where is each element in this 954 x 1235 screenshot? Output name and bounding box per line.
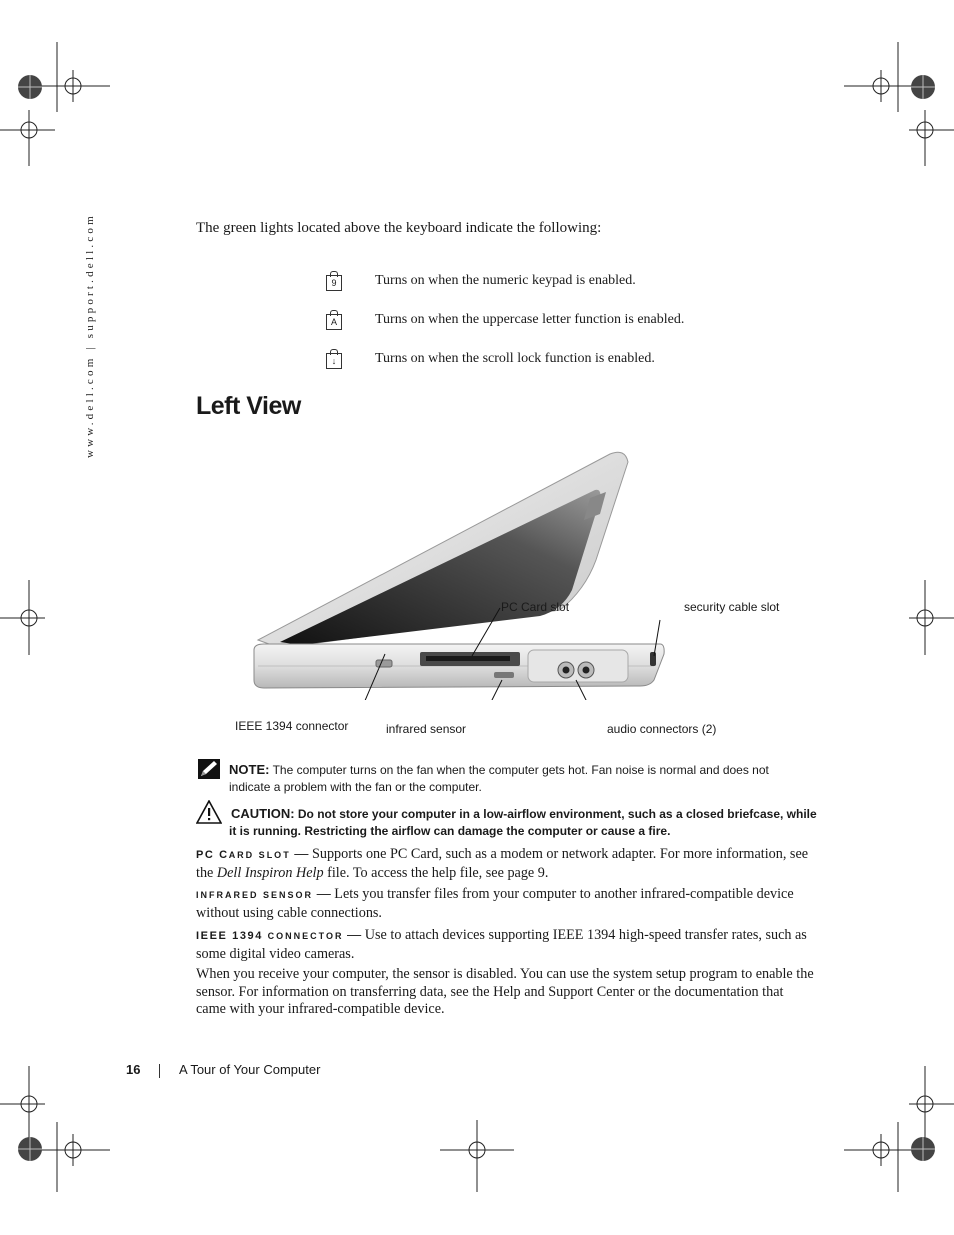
side-url: www.dell.com | support.dell.com [84,213,96,458]
pc-card-text-end: file. To access the help file, see page 9. [323,864,549,881]
help-file-name: Dell Inspiron Help [216,864,324,881]
section-title: Left View [196,392,301,420]
ieee-paragraph [196,927,816,963]
caution-block [231,805,821,840]
ieee-text: Use to attach devices supporting IEEE 1394 high-speed transfer rates, such as some digital video cameras. [196,927,807,962]
callout-infrared-sensor: infrared sensor [386,722,467,736]
note-text: The computer turns on the fan when the computer gets hot. Fan noise is normal and does not [272,763,769,777]
term-dash: — [316,886,331,902]
infrared-term: INFRARED SENSOR [196,890,314,900]
ieee-term: IEEE 1394 CONNECTOR [196,930,344,942]
note-label: NOTE: [229,762,270,777]
infrared-paragraph [196,886,816,922]
sensor-disabled-paragraph: When you receive your computer, the sensor is disabled. You can use the system setup program to enable the sensor. For information on transferring data, see the Help and Support Center or the documentation that came with your infrared-compatible device. [196,966,814,1018]
num-lock-icon: 9 [326,275,342,291]
callout-pc-card-slot: PC Card slot [501,600,570,614]
caution-text: Do not store your computer in a low-airflow environment, such as a closed briefcase, while [297,807,817,821]
page-number: 16 [126,1062,141,1077]
pc-card-text: Supports one PC Card, such as a modem or network adapter. For more information, see the [196,846,809,881]
scroll-lock-icon: ↓ [326,353,342,369]
indicator-text: Turns on when the uppercase letter function is enabled. [375,312,685,327]
callout-ieee-1394-connector: IEEE 1394 connector [235,719,349,733]
caps-lock-icon: A [326,314,342,330]
note-pencil-icon [198,759,220,779]
note-text-cont: indicate a problem with the fan or the computer. [229,780,482,794]
indicator-text: Turns on when the numeric keypad is enabled. [375,273,636,288]
pc-card-paragraph [196,846,816,882]
note-block [229,761,819,796]
caution-label: CAUTION: [231,806,295,821]
chapter-title: A Tour of Your Computer [179,1062,321,1077]
intro-text: The green lights located above the keyboard indicate the following: [196,220,602,236]
caution-warning-icon [196,800,222,824]
pc-card-term: PC CARD SLOT [196,849,291,861]
callout-security-cable-slot: security cable slot [684,600,780,614]
footer-divider [159,1064,160,1078]
term-dash: — [294,846,309,862]
laptop-left-view-illustration [240,440,680,700]
callout-audio-connectors: audio connectors (2) [607,722,717,736]
infrared-text: Lets you transfer files from your computer to another infrared-compatible device without using cable connections. [196,886,794,921]
term-dash: — [347,927,362,943]
indicator-text: Turns on when the scroll lock function is enabled. [375,351,655,366]
caution-text-cont: it is running. Restricting the airflow can damage the computer or cause a fire. [229,824,671,838]
